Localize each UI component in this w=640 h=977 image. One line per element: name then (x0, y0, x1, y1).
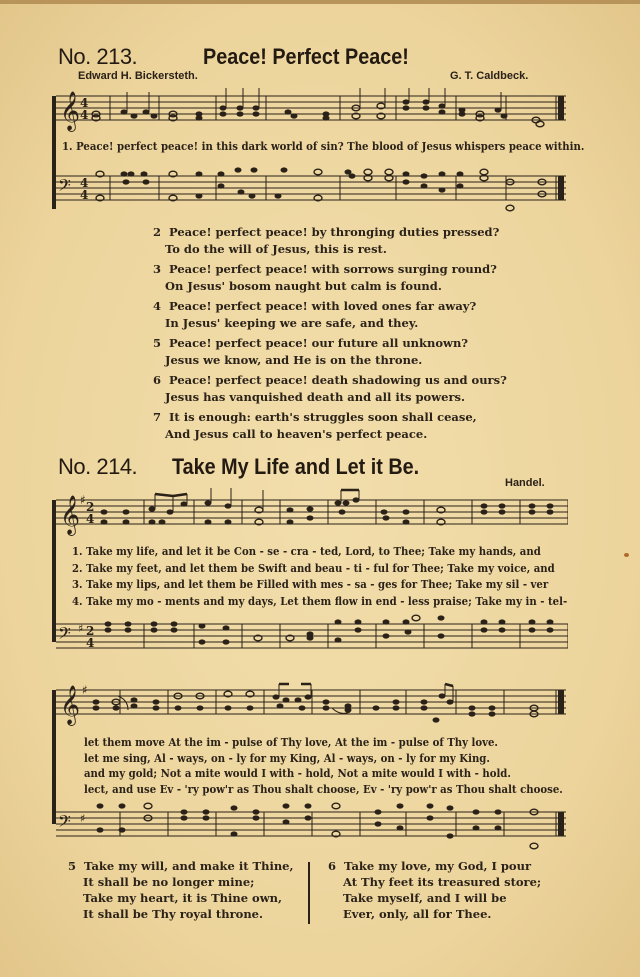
svg-text:4: 4 (80, 96, 89, 110)
svg-text:4: 4 (80, 188, 89, 202)
hymn-214-number: No. 214. (58, 454, 138, 479)
svg-text:♯: ♯ (80, 493, 86, 507)
verse-4: 4 Peace! perfect peace! with loved ones far away? In Jesus' keeping we are safe, and they. (153, 299, 477, 330)
svg-text:♯: ♯ (80, 812, 86, 825)
verse-3: 3 Peace! perfect peace! with sorrows surging round? On Jesus' bosom naught but calm is found. (153, 262, 497, 293)
svg-text:4: 4 (86, 512, 95, 526)
hymn-214-system1-bass-staff (56, 612, 568, 664)
verse-7: 7 It is enough: earth's struggles soon shall cease, And Jesus call to heaven's perfect peace. (153, 410, 477, 441)
lyric-verse-4: 4. Take my mo - ments and my days, Let them flow in end - less praise; Take my in - tel- (72, 594, 568, 608)
svg-text:𝄞: 𝄞 (60, 685, 81, 725)
verse-2: 2 Peace! perfect peace! by thronging duties pressed? To do the will of Jesus, this is rest. (153, 225, 500, 256)
svg-text:𝄞: 𝄞 (60, 91, 81, 131)
hymn-213-lyric-line: 1. Peace! perfect peace! in this dark world of sin? The blood of Jesus whispers peace within. (62, 140, 585, 153)
lyric-verse-4-cont: lect, and use Ev - 'ry pow'r as Thou shalt choose, Ev - 'ry pow'r as Thou shalt choose. (84, 782, 563, 796)
svg-text:2: 2 (86, 624, 95, 638)
hymn-214-verse-6: 6 Take my love, my God, I pour At Thy feet its treasured store; Take myself, and I will be Ever, only, all for Thee. (328, 859, 542, 921)
svg-text:𝄢: 𝄢 (58, 811, 71, 835)
verse-column-divider (308, 862, 310, 924)
hymn-213-treble-staff (56, 88, 568, 138)
lyric-verse-3-cont: and my gold; Not a mite would I with - hold, Not a mite would I with - hold. (84, 767, 511, 780)
hymn-213-verses (153, 224, 507, 443)
hymn-214-verse-5: 5 Take my will, and make it Thine, It shall be no longer mine; Take my heart, it is Thine own, It shall be Thy royal throne. (68, 859, 294, 921)
svg-text:𝄢: 𝄢 (58, 623, 71, 647)
hymn-214-music-credit: Handel. (505, 477, 545, 489)
lyric-verse-2-cont: let me sing, Al - ways, on - ly for my King, Al - ways, on - ly for my King. (84, 751, 490, 765)
paper-stain (624, 553, 629, 557)
svg-text:𝄞: 𝄞 (60, 495, 81, 535)
hymn-213-number: No. 213. (58, 44, 138, 69)
svg-text:2: 2 (86, 500, 95, 514)
lyric-verse-1-cont: let them move At the im - pulse of Thy love, At the im - pulse of Thy love. (84, 736, 498, 749)
svg-text:4: 4 (80, 176, 89, 190)
hymn-214-system1-lyrics (72, 544, 610, 610)
hymn-213-words-credit: Edward H. Bickersteth. (78, 70, 198, 82)
page-top-edge (0, 0, 640, 4)
svg-text:4: 4 (86, 636, 95, 650)
hymn-214-system2-treble-staff (56, 682, 568, 732)
hymn-214-system2-bass-staff (56, 798, 568, 854)
svg-text:𝄢: 𝄢 (58, 175, 71, 199)
svg-text:♯: ♯ (78, 622, 84, 635)
hymn-214-system1-treble-staff (56, 488, 568, 540)
hymn-213-bass-staff (56, 160, 568, 212)
lyric-verse-3: 3. Take my lips, and let them be Filled with mes - sa - ges for Thee; Take my sil - ver (72, 578, 549, 591)
hymn-214-title: Take My Life and Let it Be. (172, 454, 420, 479)
hymn-213-title: Peace! Perfect Peace! (203, 44, 409, 69)
hymn-214-system2-lyrics (84, 735, 604, 797)
svg-text:♯: ♯ (82, 683, 88, 697)
hymn-213-music-credit: G. T. Caldbeck. (450, 70, 529, 82)
lyric-verse-2: 2. Take my feet, and let them be Swift and beau - ti - ful for Thee; Take my voice, and (72, 561, 555, 575)
lyric-verse-1: 1. Take my life, and let it be Con - se - cra - ted, Lord, to Thee; Take my hands, and (72, 545, 541, 558)
svg-text:4: 4 (80, 108, 89, 122)
verse-6: 6 Peace! perfect peace! death shadowing us and ours? Jesus has vanquished death and all its powers. (153, 373, 507, 404)
verse-5: 5 Peace! perfect peace! our future all unknown? Jesus we know, and He is on the throne. (153, 336, 469, 367)
